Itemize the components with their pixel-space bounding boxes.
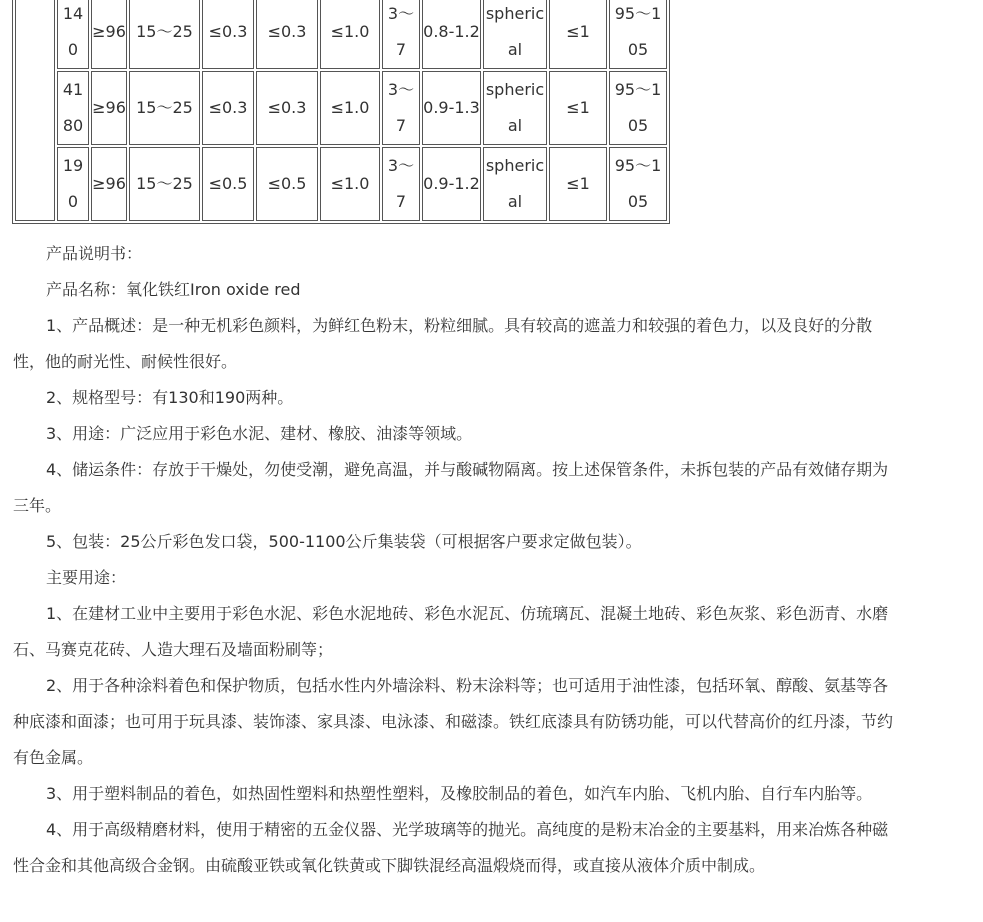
table-cell-tint-strength: 95～105 [609, 0, 667, 69]
table-cell-water-soluble: ≤0.5 [256, 147, 318, 221]
specs-paragraph: 2、规格型号：有130和190两种。 [46, 388, 294, 407]
table-cell-moisture: ≤0.3 [202, 0, 254, 69]
table-cell-oil-absorption: 15～25 [129, 0, 200, 69]
table-cell-ph: 3～7 [382, 71, 420, 145]
table-cell-residue: ≤1.0 [320, 0, 380, 69]
table-cell-tint-strength: 95～105 [609, 71, 667, 145]
table-cell-model: 140 [57, 0, 89, 69]
table-row [15, 71, 667, 145]
table-cell-oil-absorption: 15～25 [129, 71, 200, 145]
merged-blank-cell [15, 0, 55, 221]
manual-heading: 产品说明书： [46, 244, 143, 263]
table-cell-ph: 3～7 [382, 0, 420, 69]
table-cell-model: 190 [57, 147, 89, 221]
table-row [15, 0, 667, 69]
table-cell-particle-size: 0.9-1.3 [422, 71, 481, 145]
usage-paragraph: 3、用途：广泛应用于彩色水泥、建材、橡胶、油漆等领域。 [46, 424, 473, 443]
table-cell-shape: spherical [483, 71, 547, 145]
table-cell-ph: 3～7 [382, 147, 420, 221]
use-item-3: 3、用于塑料制品的着色，如热固性塑料和热塑性塑料，及橡胶制品的着色，如汽车内胎、飞机内胎、自行车内胎等。 [46, 784, 873, 803]
table-cell-color-diff: ≤1 [549, 71, 607, 145]
table-cell-color-diff: ≤1 [549, 147, 607, 221]
table-cell-residue: ≤1.0 [320, 147, 380, 221]
overview-paragraph: 1、产品概述：是一种无机彩色颜料，为鲜红色粉末，粉粒细腻。具有较高的遮盖力和较强的着色力，以及良好的分散性，他的耐光性、耐候性很好。 [13, 316, 873, 371]
table-cell-moisture: ≤0.5 [202, 147, 254, 221]
product-name: 产品名称：氧化铁红Iron oxide red [46, 280, 301, 299]
table-cell-tint-strength: 95～105 [609, 147, 667, 221]
use-item-4: 4、用于高级精磨材料，使用于精密的五金仪器、光学玻璃等的抛光。高纯度的是粉末冶金的主要基料，用来冶炼各种磁性合金和其他高级合金钢。由硫酸亚铁或氧化铁黄或下脚铁混经高温煅烧而得，或直接从液体介质中制成。 [13, 820, 889, 875]
use-item-2: 2、用于各种涂料着色和保护物质，包括水性内外墙涂料、粉末涂料等；也可适用于油性漆，包括环氧、醇酸、氨基等各种底漆和面漆；也可用于玩具漆、装饰漆、家具漆、电泳漆、和磁漆。铁红底漆具有防锈功能，可以代替高价的红丹漆，节约有色金属。 [13, 676, 894, 767]
table-cell-shape: spherical [483, 147, 547, 221]
table-cell-model: 4180 [57, 71, 89, 145]
use-item-1: 1、在建材工业中主要用于彩色水泥、彩色水泥地砖、彩色水泥瓦、仿琉璃瓦、混凝土地砖、彩色灰浆、彩色沥青、水磨石、马赛克花砖、人造大理石及墙面粉刷等； [13, 604, 889, 659]
table-cell-shape: spherical [483, 0, 547, 69]
product-description [13, 236, 903, 884]
table-cell-purity: ≥96 [91, 71, 127, 145]
table-cell-water-soluble: ≤0.3 [256, 71, 318, 145]
packaging-paragraph: 5、包装：25公斤彩色发口袋，500-1100公斤集装袋（可根据客户要求定做包装）。 [46, 532, 642, 551]
table-row [15, 147, 667, 221]
spec-table [12, 0, 670, 224]
table-cell-residue: ≤1.0 [320, 71, 380, 145]
table-cell-oil-absorption: 15～25 [129, 147, 200, 221]
main-uses-heading: 主要用途： [46, 568, 127, 587]
table-cell-purity: ≥96 [91, 147, 127, 221]
table-cell-color-diff: ≤1 [549, 0, 607, 69]
table-cell-particle-size: 0.8-1.2 [422, 0, 481, 69]
table-cell-particle-size: 0.9-1.2 [422, 147, 481, 221]
table-cell-purity: ≥96 [91, 0, 127, 69]
storage-paragraph: 4、储运条件：存放于干燥处，勿使受潮，避免高温，并与酸碱物隔离。按上述保管条件，未拆包装的产品有效储存期为三年。 [13, 460, 889, 515]
table-cell-moisture: ≤0.3 [202, 71, 254, 145]
table-cell-water-soluble: ≤0.3 [256, 0, 318, 69]
